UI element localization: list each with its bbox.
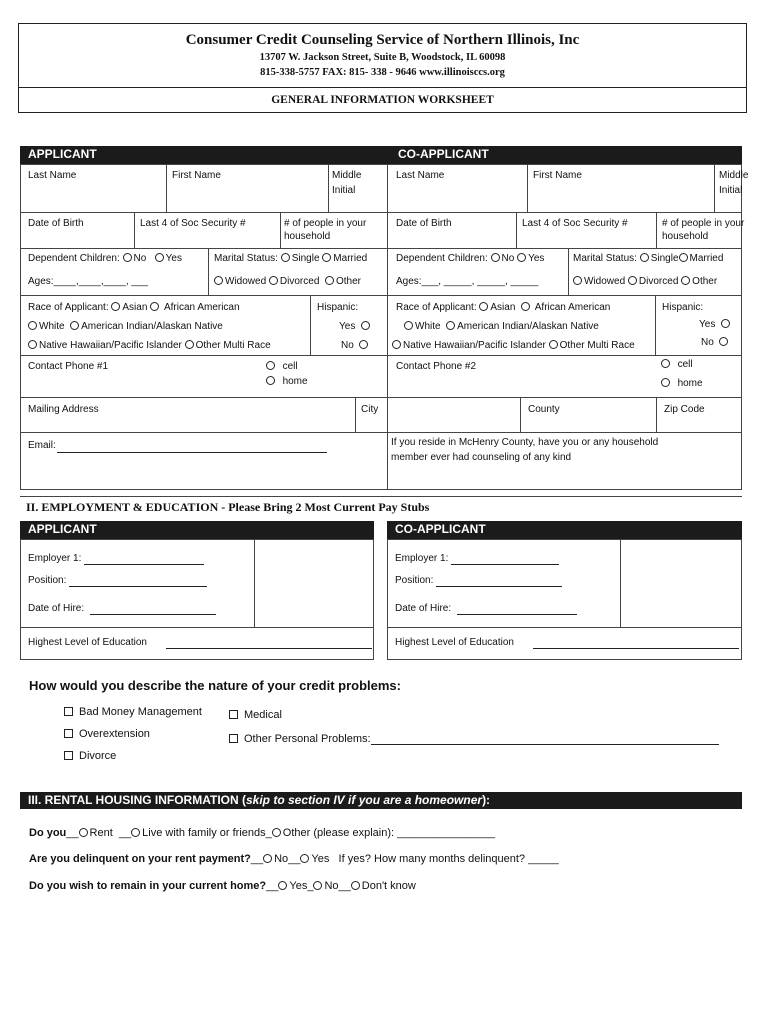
section-divider — [20, 496, 742, 497]
org-contact: 815-338-5757 FAX: 815- 338 - 9646 www.illinoisccs.org — [260, 67, 505, 78]
dependents-no-radio[interactable] — [491, 253, 500, 262]
co-hispanic-label: Hispanic: — [662, 302, 704, 313]
co-first-name-label: First Name — [533, 170, 582, 181]
bad-money-option — [64, 706, 202, 718]
other-radio[interactable] — [681, 276, 690, 285]
position-input[interactable] — [69, 576, 207, 587]
yes-label: Yes — [289, 880, 308, 892]
hire-label: Date of Hire: — [28, 603, 85, 614]
county-label: County — [528, 404, 560, 415]
divorce-option — [64, 750, 116, 762]
education-label: Highest Level of Education — [395, 637, 514, 648]
divorced-label: Divorced — [279, 276, 320, 287]
applicant-hispanic-yes — [339, 321, 372, 333]
row-line — [20, 248, 742, 249]
hispanic-no-radio[interactable] — [719, 337, 728, 346]
african-american-radio[interactable] — [150, 302, 159, 311]
divorced-radio[interactable] — [269, 276, 278, 285]
hawaiian-label: Native Hawaiian/Pacific Islander — [403, 340, 546, 351]
cell-line — [520, 397, 521, 432]
cell-line — [254, 539, 255, 627]
african-american-label: African American — [163, 302, 240, 313]
applicant-dob-label: Date of Birth — [28, 218, 84, 229]
row-line — [20, 355, 742, 356]
co-people-label: # of people in your — [662, 218, 745, 229]
race-label: Race of Applicant: — [396, 302, 477, 313]
rental-title — [28, 793, 490, 807]
employer-label: Employer 1: — [395, 553, 449, 564]
white-radio[interactable] — [28, 321, 37, 330]
applicant-hispanic-label: Hispanic: — [317, 302, 359, 313]
race-label: Race of Applicant: — [28, 302, 109, 313]
asian-label: Asian — [122, 302, 148, 313]
co-cell — [661, 359, 693, 371]
applicant-race-row3 — [28, 340, 271, 352]
no-label: No — [341, 340, 354, 351]
hire-label: Date of Hire: — [395, 603, 452, 614]
zip-label: Zip Code — [664, 404, 705, 415]
applicant-home — [266, 376, 308, 388]
applicant-initial-label: Initial — [332, 185, 356, 196]
row-line — [20, 295, 742, 296]
rent-radio[interactable] — [79, 828, 88, 837]
other-explain-label: Other (please explain): ________________ — [282, 827, 495, 839]
cell-line — [310, 295, 311, 355]
applicant-marital-row — [214, 253, 367, 265]
applicant-hispanic-no — [341, 340, 370, 352]
delinquent-yes-radio[interactable] — [300, 854, 309, 863]
emp-coapplicant-title: CO-APPLICANT — [395, 522, 486, 536]
q2-label: Are you delinquent on your rent payment? — [29, 853, 251, 865]
other-personal-checkbox[interactable] — [229, 734, 238, 743]
widowed-radio[interactable] — [573, 276, 582, 285]
position-input[interactable] — [436, 576, 562, 587]
bad-money-checkbox[interactable] — [64, 707, 73, 716]
hispanic-yes-radio[interactable] — [721, 319, 730, 328]
american-indian-radio[interactable] — [446, 321, 455, 330]
applicant-last-name-label: Last Name — [28, 170, 77, 181]
married-radio[interactable] — [322, 253, 331, 262]
asian-label: Asian — [490, 302, 516, 313]
co-phone-label: Contact Phone #2 — [396, 361, 477, 372]
applicant-phone-label: Contact Phone #1 — [28, 361, 109, 372]
co-race-row1 — [396, 302, 610, 314]
applicant-ages[interactable]: Ages:____,____,____, ___ — [28, 276, 149, 287]
cell-line — [620, 539, 621, 627]
row-line — [20, 212, 742, 213]
cell-label: cell — [282, 361, 298, 372]
single-label: Single — [291, 253, 320, 264]
hawaiian-radio[interactable] — [28, 340, 37, 349]
row-line — [387, 627, 742, 628]
header-divider — [18, 87, 747, 88]
applicant-people-label: # of people in your — [284, 218, 367, 229]
q3-label: Do you wish to remain in your current home? — [29, 880, 267, 892]
co-dob-label: Date of Birth — [396, 218, 452, 229]
medical-label: Medical — [244, 709, 282, 721]
rent-label: Rent — [89, 827, 113, 839]
applicant-education — [28, 637, 372, 649]
rental-q3: Do you wish to remain in your current home?__ Yes_ No__ Don't know — [29, 880, 416, 892]
white-label: White — [39, 321, 65, 332]
co-initial-label: Initial — [719, 185, 743, 196]
no-label: No — [324, 880, 339, 892]
emp-applicant-title: APPLICANT — [28, 522, 97, 536]
applicant-middle-label: Middle — [332, 170, 362, 181]
cell-line — [328, 164, 329, 212]
marital-label: Marital Status: — [214, 253, 278, 264]
yes-label: Yes — [311, 853, 330, 865]
dependents-no-radio[interactable] — [123, 253, 132, 262]
position-label: Position: — [28, 575, 67, 586]
org-address: 13707 W. Jackson Street, Suite B, Woodstock, IL 60098 — [259, 52, 506, 63]
co-marital-row2 — [573, 276, 717, 288]
white-radio[interactable] — [404, 321, 413, 330]
cell-line — [527, 164, 528, 212]
employment-section-title: II. EMPLOYMENT & EDUCATION - Please Bring 2 Most Current Pay Stubs — [26, 500, 430, 514]
hispanic-yes-radio[interactable] — [361, 321, 370, 330]
education-input[interactable] — [533, 638, 739, 649]
rental-q1: Do you__ Rent __ Live with family or friends_ Other (please explain): ________________ — [29, 827, 495, 839]
hawaiian-radio[interactable] — [392, 340, 401, 349]
widowed-radio[interactable] — [214, 276, 223, 285]
home-radio[interactable] — [266, 376, 275, 385]
email-input-line[interactable] — [57, 440, 327, 453]
coapplicant-title: CO-APPLICANT — [398, 147, 489, 161]
city-label: City — [361, 404, 379, 415]
co-middle-label: Middle — [719, 170, 749, 181]
applicant-race-row2 — [28, 321, 223, 333]
other-multi-radio[interactable] — [185, 340, 194, 349]
co-race-row3 — [392, 340, 635, 352]
rental-q2: Are you delinquent on your rent payment?__ No__ Yes If yes? How many months delinquent? _____ — [29, 853, 559, 865]
medical-checkbox[interactable] — [229, 710, 238, 719]
yes-label: Yes — [165, 253, 182, 264]
dont-know-label: Don't know — [361, 880, 416, 892]
applicant-title: APPLICANT — [28, 147, 97, 161]
other-personal-label: Other Personal Problems: — [244, 733, 371, 745]
applicant-dependents-row — [28, 253, 182, 265]
email-label: Email: — [28, 440, 56, 451]
credit-question: How would you describe the nature of your credit problems: — [29, 678, 401, 693]
bad-money-label: Bad Money Management — [79, 706, 202, 718]
co-hispanic-yes — [699, 319, 732, 331]
divorced-label: Divorced — [638, 276, 679, 287]
cell-radio[interactable] — [266, 361, 275, 370]
no-label: No — [133, 253, 147, 264]
row-line — [20, 397, 742, 398]
row-line — [20, 432, 742, 433]
live-with-family-radio[interactable] — [131, 828, 140, 837]
family-label: Live with family or friends — [142, 827, 266, 839]
applicant-ssn-label: Last 4 of Soc Security # — [140, 218, 246, 229]
marital-label: Marital Status: — [573, 253, 637, 264]
mchenry-question-2: member ever had counseling of any kind — [391, 452, 572, 463]
hire-input[interactable] — [90, 604, 216, 615]
widowed-label: Widowed — [584, 276, 626, 287]
cell-line — [714, 164, 715, 212]
position-label: Position: — [395, 575, 434, 586]
other-multi-label: Other Multi Race — [195, 340, 271, 351]
worksheet-title: GENERAL INFORMATION WORKSHEET — [271, 94, 494, 106]
white-label: White — [415, 321, 441, 332]
overextension-label: Overextension — [79, 728, 150, 740]
home-label: home — [282, 376, 308, 387]
other-label: Other — [692, 276, 718, 287]
single-label: Single — [650, 253, 679, 264]
other-personal-option — [229, 733, 719, 745]
applicant-position — [28, 575, 207, 587]
single-radio[interactable] — [281, 253, 290, 262]
american-indian-label: American Indian/Alaskan Native — [457, 321, 599, 332]
other-personal-input[interactable] — [371, 733, 719, 745]
dependents-yes-radio[interactable] — [155, 253, 164, 262]
applicant-race-row1 — [28, 302, 240, 314]
co-hispanic-no — [701, 337, 730, 349]
dependents-label: Dependent Children: — [28, 253, 120, 264]
married-radio[interactable] — [679, 253, 688, 262]
co-race-row2 — [404, 321, 599, 333]
hispanic-no-radio[interactable] — [359, 340, 368, 349]
remain-no-radio[interactable] — [313, 881, 322, 890]
co-ssn-label: Last 4 of Soc Security # — [522, 218, 628, 229]
co-hire — [395, 603, 577, 615]
education-input[interactable] — [166, 638, 372, 649]
overextension-option — [64, 728, 150, 740]
single-radio[interactable] — [640, 253, 649, 262]
q1-label: Do you — [29, 827, 67, 839]
applicant-header-bar — [20, 146, 742, 164]
married-label: Married — [689, 253, 724, 264]
hawaiian-label: Native Hawaiian/Pacific Islander — [39, 340, 182, 351]
american-indian-label: American Indian/Alaskan Native — [81, 321, 223, 332]
home-label: home — [677, 378, 703, 389]
cell-line — [655, 295, 656, 355]
employer-input[interactable] — [451, 554, 559, 565]
cell-line — [656, 212, 657, 248]
rental-title-italic: skip to section IV if you are a homeowner — [246, 793, 483, 807]
no-label: No — [501, 253, 515, 264]
other-radio[interactable] — [325, 276, 334, 285]
applicant-employer — [28, 553, 204, 565]
co-ages[interactable]: Ages:___, _____, _____, _____ — [396, 276, 539, 287]
no-label: No — [274, 853, 289, 865]
org-name: Consumer Credit Counseling Service of Northern Illinois, Inc — [185, 32, 580, 48]
divorce-checkbox[interactable] — [64, 751, 73, 760]
co-employer — [395, 553, 559, 565]
applicant-hire — [28, 603, 216, 615]
other-multi-label: Other Multi Race — [559, 340, 635, 351]
other-label: Other — [335, 276, 361, 287]
hire-input[interactable] — [457, 604, 577, 615]
other-multi-radio[interactable] — [549, 340, 558, 349]
married-label: Married — [333, 253, 368, 264]
months-label: If yes? How many months delinquent? _____ — [338, 853, 559, 865]
cell-radio[interactable] — [661, 359, 670, 368]
no-label: No — [701, 337, 714, 348]
overextension-checkbox[interactable] — [64, 729, 73, 738]
applicant-marital-row2 — [214, 276, 361, 288]
african-american-label: African American — [534, 302, 611, 313]
mailing-address-label: Mailing Address — [28, 404, 99, 415]
widowed-label: Widowed — [225, 276, 267, 287]
dependents-label: Dependent Children: — [396, 253, 488, 264]
medical-option — [229, 709, 282, 721]
american-indian-radio[interactable] — [70, 321, 79, 330]
remain-yes-radio[interactable] — [278, 881, 287, 890]
yes-label: Yes — [528, 253, 545, 264]
other-radio[interactable] — [272, 828, 281, 837]
cell-line — [656, 397, 657, 432]
dont-know-radio[interactable] — [351, 881, 360, 890]
asian-radio[interactable] — [479, 302, 488, 311]
rental-title-start: III. RENTAL HOUSING INFORMATION ( — [28, 793, 246, 807]
cell-line — [355, 397, 356, 432]
asian-radio[interactable] — [111, 302, 120, 311]
applicant-cell — [266, 361, 298, 373]
co-education — [395, 637, 739, 649]
yes-label: Yes — [339, 321, 356, 332]
co-marital-row — [573, 253, 723, 265]
cell-line — [208, 248, 209, 295]
cell-line — [568, 248, 569, 295]
applicant-household-label: household — [284, 231, 331, 242]
mchenry-question-1: If you reside in McHenry County, have you or any household — [391, 437, 659, 448]
employer-input[interactable] — [84, 554, 204, 565]
rental-title-end: ): — [482, 793, 491, 807]
divorce-label: Divorce — [79, 750, 117, 762]
co-dependents-row — [396, 253, 544, 265]
cell-label: cell — [677, 359, 693, 370]
co-last-name-label: Last Name — [396, 170, 445, 181]
cell-line — [516, 212, 517, 248]
co-home — [661, 378, 703, 390]
divorced-radio[interactable] — [628, 276, 637, 285]
cell-line — [134, 212, 135, 248]
co-household-label: household — [662, 231, 709, 242]
row-line — [20, 627, 374, 628]
cell-line — [280, 212, 281, 248]
education-label: Highest Level of Education — [28, 637, 147, 648]
employer-label: Employer 1: — [28, 553, 82, 564]
home-radio[interactable] — [661, 378, 670, 387]
delinquent-no-radio[interactable] — [263, 854, 272, 863]
co-position — [395, 575, 562, 587]
applicant-first-name-label: First Name — [172, 170, 221, 181]
dependents-yes-radio[interactable] — [517, 253, 526, 262]
yes-label: Yes — [699, 319, 716, 330]
african-american-radio[interactable] — [521, 302, 530, 311]
cell-line — [166, 164, 167, 212]
